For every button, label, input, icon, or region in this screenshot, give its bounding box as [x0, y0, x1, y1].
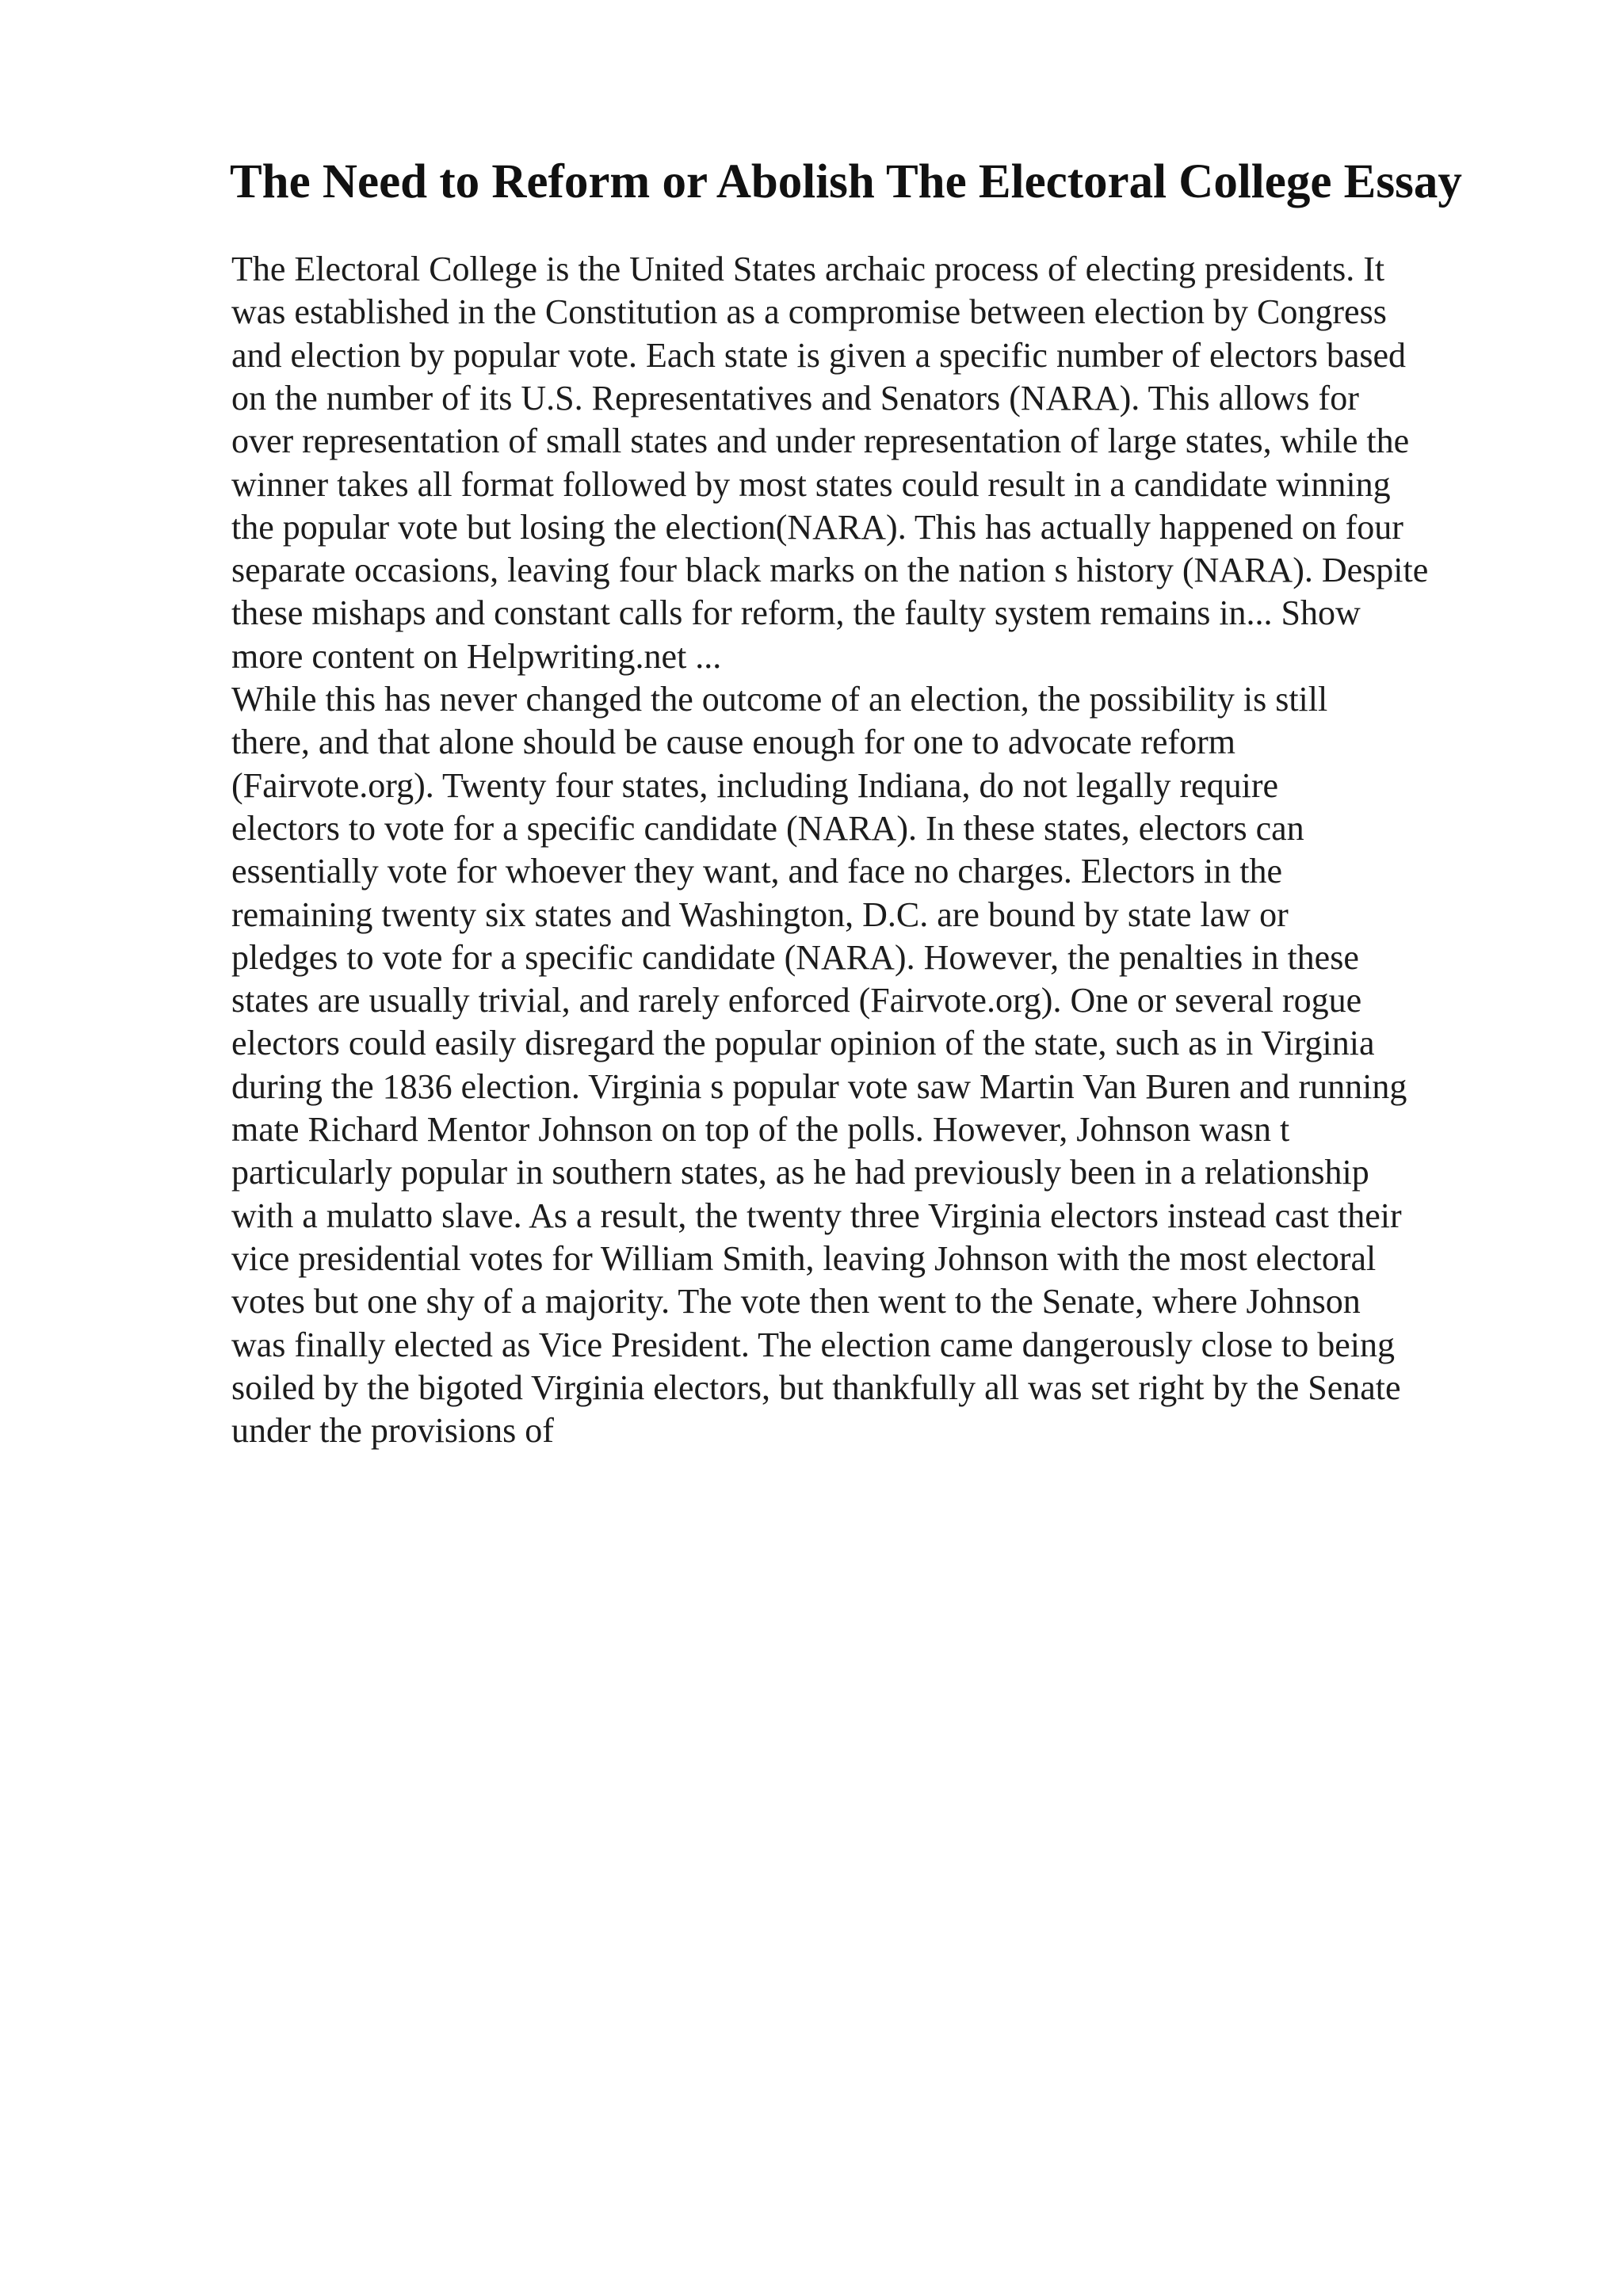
body-text-line: during the 1836 election. Virginia s popular vote saw Martin Van Buren and running	[231, 1067, 1407, 1106]
body-text-line: states are usually trivial, and rarely enforced (Fairvote.org). One or several rogue	[231, 981, 1362, 1020]
body-text-line: vice presidential votes for William Smith, leaving Johnson with the most electoral	[231, 1239, 1377, 1278]
body-text-line: particularly popular in southern states, as he had previously been in a relationship	[231, 1153, 1369, 1192]
body-text-line: (Fairvote.org). Twenty four states, including Indiana, do not legally require	[231, 766, 1279, 805]
body-text-line: over representation of small states and under representation of large states, while the	[231, 421, 1410, 460]
body-text-line: on the number of its U.S. Representatives and Senators (NARA). This allows for	[231, 379, 1359, 418]
body-text-line: winner takes all format followed by most states could result in a candidate winning	[231, 465, 1391, 504]
body-text-line: votes but one shy of a majority. The vote then went to the Senate, where Johnson	[231, 1282, 1361, 1321]
body-text-line: was finally elected as Vice President. The election came dangerously close to being	[231, 1325, 1396, 1364]
body-text-line: The Electoral College is the United States archaic process of electing presidents. It	[231, 250, 1385, 288]
body-text-line: pledges to vote for a specific candidate (NARA). However, the penalties in these	[231, 938, 1359, 977]
body-text-line: electors to vote for a specific candidate (NARA). In these states, electors can	[231, 809, 1304, 848]
body-text-line: with a mulatto slave. As a result, the twenty three Virginia electors instead cast their	[231, 1196, 1402, 1235]
body-text-line: was established in the Constitution as a compromise between election by Congress	[231, 292, 1387, 331]
body-text-line: these mishaps and constant calls for reform, the faulty system remains in... Show	[231, 593, 1361, 632]
body-text-line: electors could easily disregard the popular opinion of the state, such as in Virginia	[231, 1024, 1375, 1062]
body-text-line: essentially vote for whoever they want, and face no charges. Electors in the	[231, 852, 1283, 891]
body-text-line: the popular vote but losing the election(NARA). This has actually happened on four	[231, 508, 1403, 547]
body-text-line: more content on Helpwriting.net ...	[231, 637, 722, 676]
body-text-line: under the provisions of	[231, 1411, 554, 1450]
body-text-line: mate Richard Mentor Johnson on top of the polls. However, Johnson wasn t	[231, 1110, 1290, 1149]
body-text-line: soiled by the bigoted Virginia electors, but thankfully all was set right by the Senate	[231, 1368, 1401, 1407]
document-title: The Need to Reform or Abolish The Electoral College Essay	[230, 155, 1462, 208]
body-text-line: separate occasions, leaving four black marks on the nation s history (NARA). Despite	[231, 551, 1429, 589]
body-text-line: While this has never changed the outcome of an election, the possibility is still	[231, 680, 1328, 719]
body-text-line: there, and that alone should be cause enough for one to advocate reform	[231, 723, 1235, 761]
body-text-line: remaining twenty six states and Washington, D.C. are bound by state law or	[231, 895, 1289, 934]
body-text-line: and election by popular vote. Each state is given a specific number of electors based	[231, 336, 1407, 375]
